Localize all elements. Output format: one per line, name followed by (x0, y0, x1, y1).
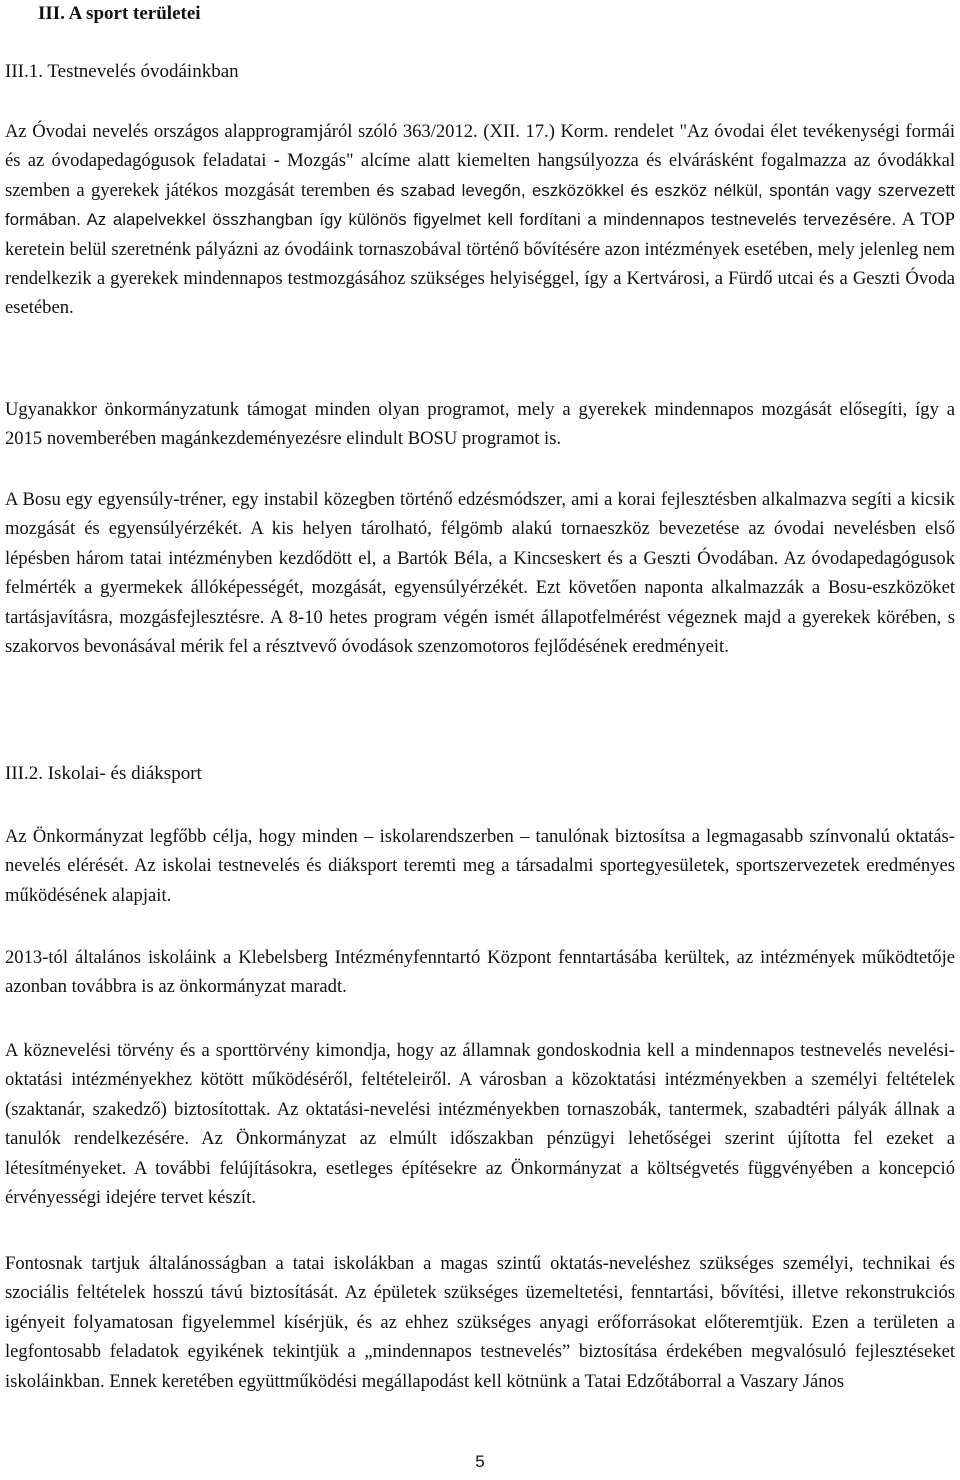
section-title-school-sport: III.2. Iskolai- és diáksport (5, 763, 202, 784)
paragraph-bosu-support: Ugyanakkor önkormányzatunk támogat minden olyan programot, mely a gyerekek mindennapos mozgását elősegíti, így a 2015 novemberében magánkezdeményezésre elindult BOSU programot is. (5, 399, 955, 450)
paragraph-municipality-goal: Az Önkormányzat legfőbb célja, hogy minden – iskolarendszerben – tanulónak biztosítsa a legmagasabb színvonalú oktatás-nevelés elérését. Az iskolai testnevelés és diáksport teremti meg a társadalmi sportegyesületek, sportszervezetek eredményes működésének alapjait. (5, 826, 955, 906)
paragraph-education-law: A köznevelési törvény és a sporttörvény kimondja, hogy az államnak gondoskodnia kell a mindennapos testnevelés nevelési-oktatási intézményekhez kötött működéséről, feltételeiről. A városban a közoktatási intézményekben a személyi feltételek (szaktanár, szakedző) biztosítottak. Az oktatási-nevelési intézményekben tornaszobák, tantermek, szabadtéri pályák állnak a tanulók rendelkezésére. Az Önkormányzat az elmúlt időszakban pénzügyi lehetőségei szerint újította fel ezeket a létesítményeket. A további felújításokra, esetleges építésekre az Önkormányzat a költségvetés függvényében a koncepció érvényességi idejére tervet készít. (5, 1040, 955, 1209)
paragraph-intro: Az Óvodai nevelés országos alapprogramjáról szóló 363/2012. (XII. 17.) Korm. rendelet "Az óvodai élet tevékenységi formái és az óvodapedagógusok feladatai - Mozgás" alcíme alatt kiemelten hangsúlyozza és elvárásként fogalmazza az óvodákkal szemben a gyerekek játékos mozgását teremben (5, 121, 955, 201)
section-title-kindergarten: III.1. Testnevelés óvodáinkban (5, 61, 239, 82)
paragraph-kindergarten-curriculum (5, 117, 955, 323)
paragraph-top-plan: A TOP keretein belül szeretnénk pályázni az óvodáink tornaszobával történő bővítésére azon intézmények esetében, mely jelenleg nem rendelkezik a gyerekek mindennapos testmozgásához szükséges helyiséggel, így a Kertvárosi, a Fürdő utcai és a Geszti Óvoda esetében. (5, 209, 955, 319)
page-number: 5 (475, 1452, 485, 1471)
chapter-title: III. A sport területei (38, 3, 201, 24)
paragraph-bosu-description: A Bosu egy egyensúly-tréner, egy instabil közegben történő edzésmódszer, ami a korai fejlesztésben alkalmazva segíti a kicsik mozgását és egyensúlyérzékét. A kis helyen tárolható, félgömb alakú tornaeszköz bevezetése az óvodai nevelésben első lépésben három tatai intézményben kezdődött el, a Bartók Béla, a Kincseskert és a Geszti Óvodában. Az óvodapedagógusok felmérték a gyermekek állóképességét, mozgását, egyensúlyérzékét. Ezt követően naponta alkalmazzák a Bosu-eszközöket tartásjavításra, mozgásfejlesztésre. A 8-10 hetes program végén ismét állapotfelmérést végeznek majd a gyerekek körében, s szakorvos bevonásával mérik fel a résztvevő óvodások szenzomotoros fejlődésének eredményeit. (5, 489, 955, 658)
paragraph-principles: és szabad levegőn, eszközökkel és eszköz nélkül, spontán vagy szervezett formában. Az alapelvekkel összhangban így különös figyelmet kell fordítani a mindennapos testnevelés tervezésére. (5, 180, 955, 230)
paragraph-school-conditions: Fontosnak tartjuk általánosságban a tatai iskolákban a magas szintű oktatás-neveléshez szükséges személyi, technikai és szociális feltételek hosszú távú biztosítását. Az épületek szükséges üzemeltetési, fenntartási, bővítési, illetve rekonstrukciós igényeit folyamatosan figyelemmel kísérjük, és az ehhez szükséges anyagi erőforrásokat előteremtjük. Ezen a területen a legfontosabb feladatok egyikének tekintjük a „mindennapos testnevelés” biztosítása érdekében megvalósuló fejlesztéseket iskoláinkban. Ennek keretében együttműködési megállapodást kell kötnünk a Tatai Edzőtáborral a Vaszary János (5, 1253, 955, 1392)
paragraph-klik-maintenance: 2013-tól általános iskoláink a Klebelsberg Intézményfenntartó Központ fenntartásába kerültek, az intézmények működtetője azonban továbbra is az önkormányzat maradt. (5, 947, 955, 998)
